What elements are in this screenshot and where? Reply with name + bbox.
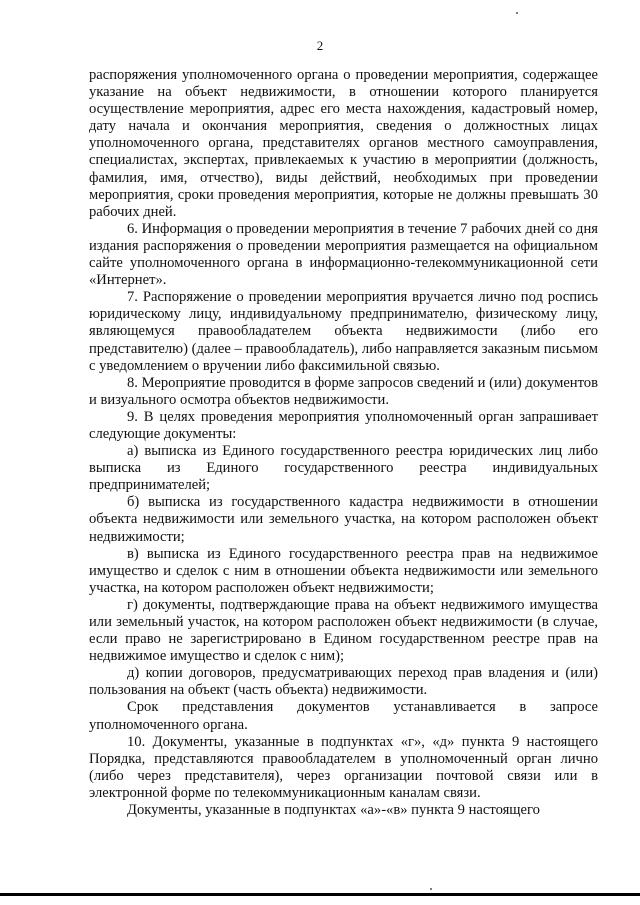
list-item-g: г) документы, подтверждающие права на объект недвижимого имущества или земельный участок, на котором расположен объект недвижимости (в случае, если право не зарегистрировано в Едином государственном реестре прав на недвижимое имущество и сделок с ним); (89, 596, 598, 665)
paragraph-6: 6. Информация о проведении мероприятия в течение 7 рабочих дней со дня издания распоряжения о проведении мероприятия размещается на официальном сайте уполномоченного органа в информационно-телекоммуникационной сети «Интернет». (89, 220, 598, 289)
scan-speck (516, 12, 518, 14)
paragraph-7: 7. Распоряжение о проведении мероприятия вручается лично под роспись юридическому лицу, индивидуальному предпринимателю, физическому лицу, являющемуся правообладателем объекта недвижимости (либо его представителю) (далее – правообладатель), либо направляется заказным письмом с уведомлением о вручении либо факсимильной связью. (89, 289, 598, 374)
paragraph-10: 10. Документы, указанные в подпунктах «г», «д» пункта 9 настоящего Порядка, представляются правообладателем в уполномоченный орган лично (либо через представителя), через организации почтовой связи или в электронной форме по телекоммуникационным каналам связи. (89, 733, 598, 801)
page-number: 2 (316, 38, 324, 53)
paragraph-continuation: распоряжения уполномоченного органа о проведении мероприятия, содержащее указание на объект недвижимости, в отношении которого планируется осуществление мероприятия, адрес его места нахождения, кадастровый номер, дату начала и окончания мероприятия, сведения о должностных лицах уполномоченного органа, представителях органов местного самоуправления, специалистах, экспертах, привлекаемых к участию в мероприятии (должность, фамилия, имя, отчество), виды действий, необходимых при проведении мероприятия, сроки проведения мероприятия, которые не должны превышать 30 рабочих дней. (89, 67, 598, 220)
list-item-v: в) выписка из Единого государственного реестра прав на недвижимое имущество и сделок с ним в отношении объекта недвижимости или земельного участка, на котором расположен объект недвижимости; (89, 545, 598, 596)
paragraph-8: 8. Мероприятие проводится в форме запросов сведений и (или) документов и визуального осмотра объектов недвижимости. (89, 374, 598, 408)
paragraph-deadline: Срок представления документов устанавливается в запросе уполномоченного органа. (89, 699, 598, 733)
document-body (89, 67, 598, 819)
list-item-d: д) копии договоров, предусматривающих переход прав владения и (или) пользования на объект (часть объекта) недвижимости. (89, 665, 598, 699)
scan-speck (430, 888, 432, 890)
paragraph-documents: Документы, указанные в подпунктах «а»-«в» пункта 9 настоящего (127, 802, 540, 819)
list-item-b: б) выписка из государственного кадастра недвижимости в отношении объекта недвижимости или земельного участка, на котором расположен объект недвижимости; (89, 494, 598, 545)
list-item-a: а) выписка из Единого государственного реестра юридических лиц либо выписка из Единого государственного реестра индивидуальных предпринимателей; (89, 443, 598, 494)
scan-bottom-edge (0, 893, 640, 896)
paragraph-9: 9. В целях проведения мероприятия уполномоченный орган запрашивает следующие документы: (89, 408, 598, 442)
